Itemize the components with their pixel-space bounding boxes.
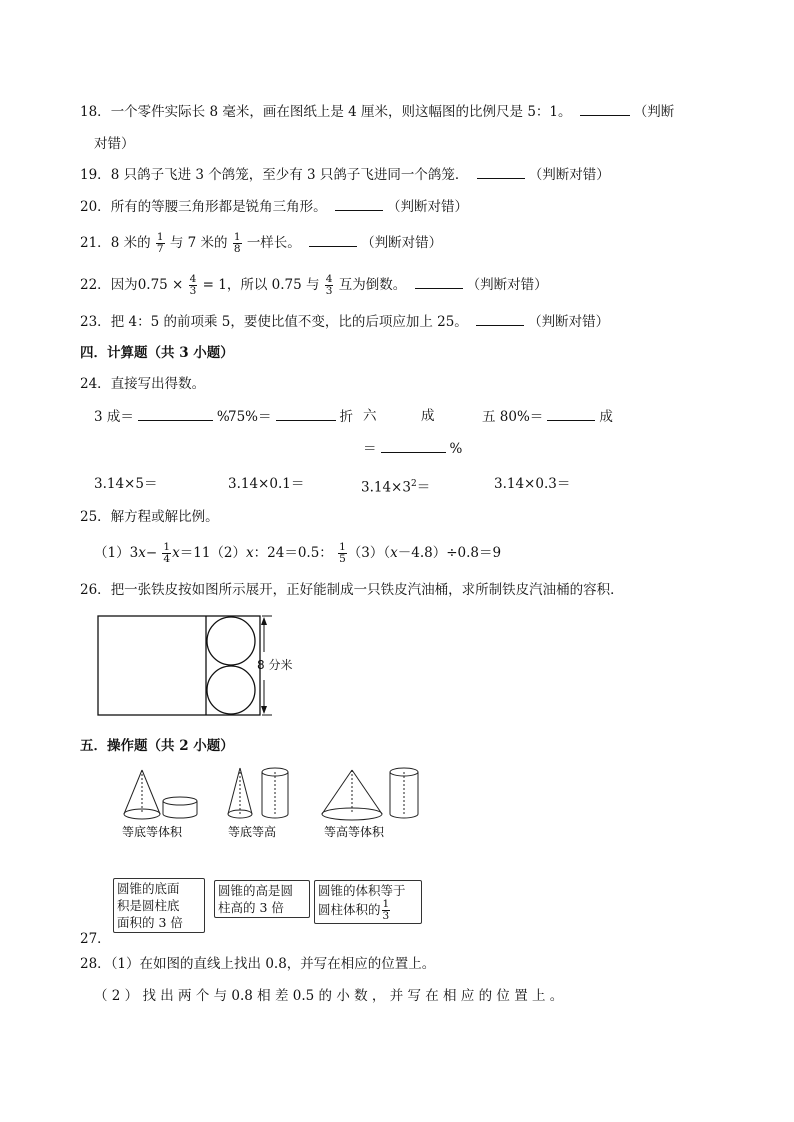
q24-row1-b: 75%＝ 折 [228, 406, 353, 427]
section-heading-5: 五．操作题（共 2 小题） [80, 738, 234, 754]
label-equal-height-volume: 等高等体积 [324, 825, 385, 839]
fraction: $\frac{1}{4}$ [163, 541, 171, 565]
q24-row3-d: 3.14×0.3＝ [494, 476, 571, 492]
answer-blank[interactable] [309, 232, 357, 247]
q24-row3-b: 3.14×0.1＝ [228, 476, 305, 492]
question-19: 19．8 只鸽子飞进 3 个鸽笼，至少有 3 只鸽子飞进同一个鸽笼． （判断对错） [80, 164, 610, 185]
answer-blank[interactable] [415, 274, 463, 289]
answer-blank[interactable] [138, 406, 213, 421]
answer-blank[interactable] [547, 406, 595, 421]
question-28-part2: （ 2 ） 找 出 两 个 与 0.8 相 差 0.5 的 小 数 ， 并 写 在 相 应 的 位 置 上 。 [94, 988, 564, 1004]
q24-row1-c: 六 [363, 408, 377, 424]
answer-blank[interactable] [477, 164, 525, 179]
fraction: $\frac{4}{3}$ [325, 273, 333, 297]
question-18-cont: 对错） [94, 136, 135, 152]
answer-blank[interactable] [335, 196, 383, 211]
answer-blank[interactable] [276, 406, 336, 421]
net-circle-bottom [207, 666, 255, 714]
label-equal-base-volume: 等底等体积 [122, 825, 183, 839]
answer-blank[interactable] [476, 311, 524, 326]
fraction: $\frac{1}{7}$ [156, 231, 164, 255]
statement-box-1[interactable]: 圆锥的底面 积是圆柱底 面积的 3 倍 [113, 878, 205, 933]
cone-cylinder-figure [112, 764, 424, 854]
fraction: $\frac{1}{8}$ [233, 231, 241, 255]
question-27-number: 27． [80, 931, 111, 947]
q24-row3-c: $3.14\times 3^2=$ [361, 479, 431, 496]
net-circle-top [207, 617, 255, 665]
q24-row2: ＝ % [363, 438, 462, 459]
question-25: 25．解方程或解比例。 [80, 509, 219, 525]
question-23: 23．把 4：5 的前项乘 5，要使比值不变，比的后项应加上 25。 （判断对错） [80, 311, 609, 332]
question-21: 21．8 米的 $\frac{1}{7}$ 与 7 米的 $\frac{1}{8}$ 一样长。 （判断对错） [80, 231, 443, 255]
fraction: $\frac{4}{3}$ [189, 273, 197, 297]
answer-blank[interactable] [580, 101, 630, 116]
section-heading-4: 四．计算题（共 3 小题） [80, 345, 234, 361]
q24-row1-d: 成 [421, 408, 435, 424]
question-26: 26．把一张铁皮按如图所示展开，正好能制成一只铁皮汽油桶，求所制铁皮汽油桶的容积． [80, 582, 624, 598]
fraction: $\frac{1}{3}$ [382, 898, 390, 922]
net-rectangle [98, 616, 260, 715]
question-22: 22．因为0.75 × $\frac{4}{3}$ = 1，所以 0.75 与 $\frac{4}{3}$ 互为倒数。 （判断对错） [80, 273, 548, 297]
question-24: 24．直接写出得数。 [80, 376, 206, 392]
q24-row1-e: 五 80%＝ 成 [482, 406, 613, 427]
fraction: $\frac{1}{5}$ [339, 541, 346, 565]
statement-box-3[interactable]: 圆锥的体积等于 圆柱体积的 $\frac{1}{3}$ [314, 880, 422, 924]
answer-blank[interactable] [381, 438, 446, 453]
q24-row1-a: 3 成＝ % [94, 406, 230, 427]
q25-equations: （1）3x− $\frac{1}{4}$ x＝11（2）x：24＝0.5： $\frac{1}{5}$ （3）（x－4.8）÷0.8＝9 [94, 541, 502, 565]
question-18: 18．一个零件实际长 8 毫米，画在图纸上是 4 厘米，则这幅图的比例尺是 5：1。 （判断 [80, 101, 674, 122]
question-20: 20．所有的等腰三角形都是锐角三角形。 （判断对错） [80, 196, 468, 217]
label-equal-base-height: 等底等高 [228, 825, 277, 839]
question-28: 28．（1）在如图的直线上找出 0.8，并写在相应的位置上。 [80, 956, 436, 972]
dimension-label: 8 分米 [257, 658, 293, 672]
q24-row3-a: 3.14×5＝ [94, 476, 158, 492]
statement-box-2[interactable]: 圆锥的高是圆 柱高的 3 倍 [214, 880, 310, 918]
